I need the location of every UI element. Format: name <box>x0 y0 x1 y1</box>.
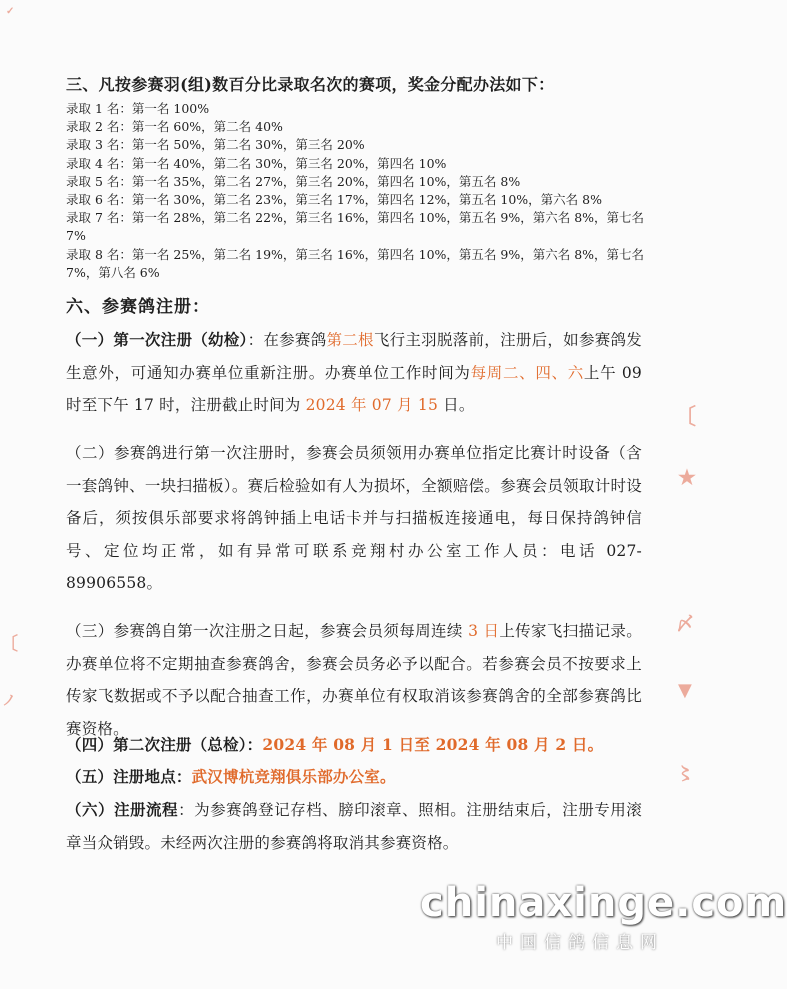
location-value: 武汉博杭竞翔俱乐部办公室。 <box>191 767 396 786</box>
second-registration-dates: 2024 年 08 月 1 日至 2024 年 08 月 2 日。 <box>262 735 604 754</box>
highlight-deadline: 2024 年 07 月 15 <box>305 396 439 414</box>
allocation-line: 录取 3 名：第一名 50%，第二名 30%，第三名 20% <box>66 137 365 153</box>
text-run: ：在参赛鸽 <box>247 331 327 349</box>
corner-mark: ✓ <box>6 6 15 17</box>
text-run: （三）参赛鸽自第一次注册之日起，参赛会员须每周连续 <box>66 622 469 640</box>
allocation-line: 录取 6 名：第一名 30%，第二名 23%，第三名 17%，第四名 12%，第五名 10%，第六名 8% <box>66 192 602 208</box>
watermark-cn: 中国信鸽信息网 <box>496 933 664 953</box>
text-run: 上传家飞扫描记录。办赛单位将不定期抽查参赛鸽舍，参赛会员务必予以配合。若参赛会员不按要求上传家飞数据或不予以配合抽查工作，办赛单位有权取消该参赛鸽舍的全部参赛鸽比赛资格。 <box>66 622 642 738</box>
stamp-fragment: 〆 <box>676 614 694 635</box>
first-registration-paragraph <box>66 324 642 422</box>
second-registration-label: （四）第二次注册（总检）： <box>66 735 263 754</box>
stamp-fragment: ▼ <box>678 680 692 701</box>
process-label: （六）注册流程 <box>66 800 179 819</box>
allocation-line: 录取 5 名：第一名 35%，第二名 27%，第三名 20%，第四名 10%，第五名 8% <box>66 173 521 189</box>
allocation-line: 录取 7 名：第一名 28%，第二名 22%，第三名 16%，第四名 10%，第五名 9%，第六名 8%，第七名 7% <box>66 210 645 244</box>
highlight-days: 3 日 <box>468 622 500 640</box>
text-run: 日。 <box>438 396 475 414</box>
prize-allocation-list <box>66 100 656 282</box>
allocation-line: 录取 1 名：第一名 100% <box>66 101 210 116</box>
equipment-paragraph: （二）参赛鸽进行第一次注册时，参赛会员须领用办赛单位指定比赛计时设备（含一套鸽钟、一块扫描板）。赛后检验如有人为损坏，全额赔偿。参赛会员领取计时设备后，须按俱乐部要求将鸽钟插上电话卡并与扫描板连接通电，每日保持鸽钟信号、定位均正常，如有异常可联系竞翔村办公室工作人员：电话 027-89906558。 <box>66 444 642 592</box>
section-three-heading: 三、凡按参赛羽(组)数百分比录取名次的赛项，奖金分配办法如下： <box>66 75 555 94</box>
stamp-fragment: 〔 <box>674 404 697 430</box>
watermark-site: chinaxinge.com <box>420 880 787 926</box>
registration-process-paragraph <box>66 794 642 859</box>
allocation-line: 录取 4 名：第一名 40%，第二名 30%，第三名 20%，第四名 10% <box>66 155 447 171</box>
highlight-work-days: 每周二、四、六 <box>470 363 584 382</box>
highlight-feather: 第二根 <box>326 331 374 349</box>
stamp-fragment: 〻 <box>676 764 694 785</box>
allocation-line: 录取 8 名：第一名 25%，第二名 19%，第三名 16%，第四名 10%，第五名 9%，第六名 8%，第七名 7%，第八名 6% <box>66 246 645 280</box>
registration-location-paragraph <box>66 761 642 794</box>
section-six-heading: 六、参赛鸽注册： <box>66 297 210 317</box>
process-text: ：为参赛鸽登记存档、膀印滚章、照相。注册结束后，注册专用滚章当众销毁。未经两次注册的参赛鸽将取消其参赛资格。 <box>66 801 642 852</box>
location-label: （五）注册地点： <box>66 767 192 786</box>
text-run: 飞行主羽脱落前，注册后，如参赛鸽发生意外，可通知办赛单位重新注册。办赛单位工作时间为 <box>66 331 642 382</box>
stamp-fragment: 〔 <box>0 634 18 655</box>
allocation-line: 录取 2 名：第一名 60%，第二名 40% <box>66 119 283 135</box>
stamp-star-icon: ★ <box>678 465 696 489</box>
upload-records-paragraph <box>66 615 642 745</box>
text-run: 上午 09 时至下午 17 时，注册截止时间为 <box>66 363 642 414</box>
second-registration-paragraph <box>66 729 642 762</box>
first-registration-label: （一）第一次注册（幼检） <box>66 330 248 349</box>
stamp-fragment: ノ <box>2 693 16 709</box>
